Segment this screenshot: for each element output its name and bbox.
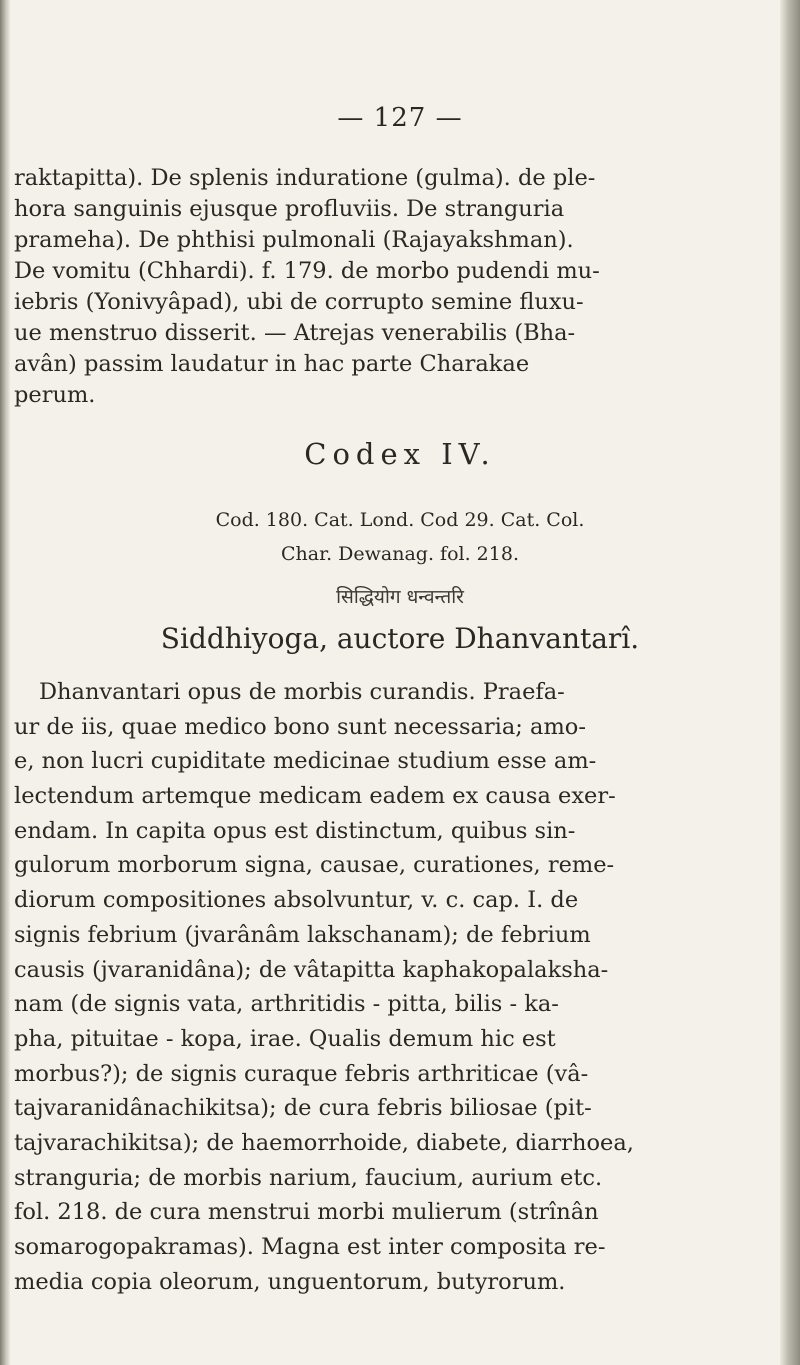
codex-references: Cod. 180. Cat. Lond. Cod 29. Cat. Col. xyxy=(215,509,585,531)
codex-heading: Codex IV. xyxy=(304,437,496,471)
text-line: endam. In capita opus est distinctum, quibus sin- xyxy=(14,817,576,844)
text-line: pha, pituitae - kopa, irae. Qualis demum hic est xyxy=(14,1025,556,1052)
page-number: — 127 — xyxy=(337,103,463,133)
text-line: iebris (Yonivyâpad), ubi de corrupto semine fluxu- xyxy=(14,289,584,315)
text-line: signis febrium (jvarânâm lakschanam); de febrium xyxy=(14,921,591,948)
text-line: ur de iis, quae medico bono sunt necessaria; amo- xyxy=(14,713,586,740)
left-page-edge xyxy=(0,0,10,1365)
text-line: De vomitu (Chhardi). f. 179. de morbo pudendi mu- xyxy=(14,258,600,284)
text-line: fol. 218. de cura menstrui morbi mulierum (strînân xyxy=(14,1199,599,1226)
devanagari-title: सिद्धियोग धन्वन्तरि xyxy=(336,586,464,608)
text-line: e, non lucri cupiditate medicinae studium esse am- xyxy=(14,748,597,775)
text-line: nam (de signis vata, arthritidis - pitta, bilis - ka- xyxy=(14,991,559,1018)
continuation-paragraph xyxy=(14,163,774,411)
text-line: lectendum artemque medicam eadem ex causa exer- xyxy=(14,783,616,810)
character-reference: Char. Dewanag. fol. 218. xyxy=(281,543,519,565)
text-line: causis (jvaranidâna); de vâtapitta kaphakopalaksha- xyxy=(14,956,609,983)
text-line: stranguria; de morbis narium, faucium, aurium etc. xyxy=(14,1164,603,1191)
body-paragraph xyxy=(14,675,774,1299)
text-line: avân) passim laudatur in hac parte Charakae xyxy=(14,351,530,377)
text-line: gulorum morborum signa, causae, curationes, reme- xyxy=(14,852,615,879)
text-line: raktapitta). De splenis induratione (gulma). de ple- xyxy=(14,165,596,191)
text-line: media copia oleorum, unguentorum, butyrorum. xyxy=(14,1268,566,1295)
text-line: Dhanvantari opus de morbis curandis. Praefa- xyxy=(39,679,565,705)
text-line: ue menstruo disserit. — Atrejas venerabilis (Bha- xyxy=(14,320,576,346)
text-line: prameha). De phthisi pulmonali (Rajayakshman). xyxy=(14,227,574,253)
text-line: tajvarachikitsa); de haemorrhoide, diabete, diarrhoea, xyxy=(14,1129,634,1156)
right-page-edge xyxy=(780,0,800,1365)
text-line: somarogopakramas). Magna est inter composita re- xyxy=(14,1234,606,1260)
text-line: tajvaranidânachikitsa); de cura febris biliosae (pit- xyxy=(14,1095,592,1122)
text-line: morbus?); de signis curaque febris arthriticae (vâ- xyxy=(14,1060,589,1087)
text-line: hora sanguinis ejusque profluviis. De stranguria xyxy=(14,196,565,222)
text-line: perum. xyxy=(14,382,96,408)
work-title: Siddhiyoga, auctore Dhanvantarî. xyxy=(160,622,640,655)
text-line: diorum compositiones absolvuntur, v. c. cap. I. de xyxy=(14,887,579,914)
